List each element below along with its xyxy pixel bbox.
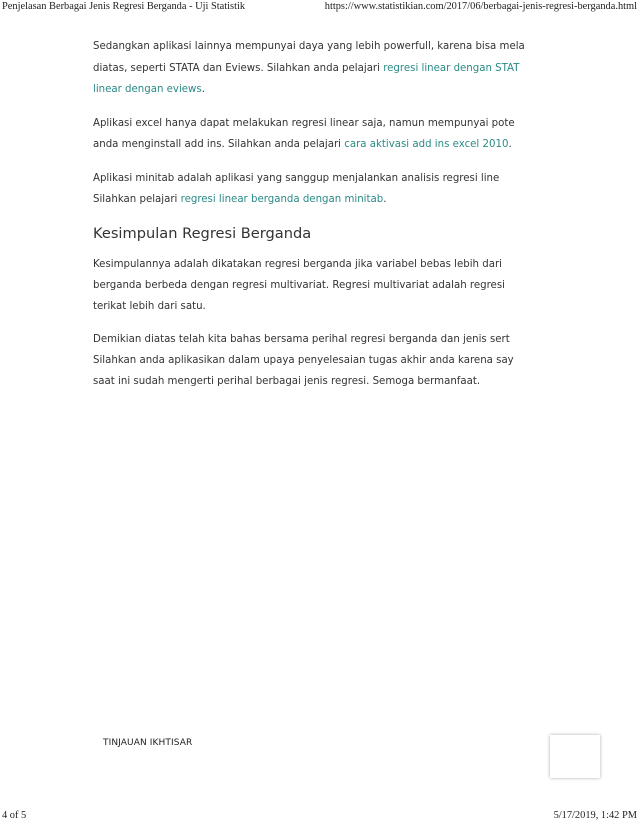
paragraph-text: Silahkan pelajari bbox=[93, 194, 181, 205]
paragraph-other-apps bbox=[93, 36, 547, 101]
print-header-title: Penjelasan Berbagai Jenis Regresi Berganda - Uji Statistik bbox=[2, 1, 246, 12]
paragraph-text: . bbox=[508, 139, 512, 150]
paragraph-line bbox=[93, 58, 547, 80]
paragraph-line: terikat lebih dari satu. bbox=[93, 301, 206, 312]
paragraph-line: Kesimpulannya adalah dikatakan regresi berganda jika variabel bebas lebih dari bbox=[93, 259, 502, 270]
conclusion-body bbox=[93, 254, 547, 392]
paragraph-line: Silahkan anda aplikasikan dalam upaya penyelesaian tugas akhir anda karena say bbox=[93, 355, 514, 366]
section-heading: Kesimpulan Regresi Berganda bbox=[93, 225, 312, 242]
paragraph-line: Demikian diatas telah kita bahas bersama perihal regresi berganda dan jenis sert bbox=[93, 334, 510, 345]
paragraph-line bbox=[93, 134, 547, 156]
print-footer-datetime: 5/17/2019, 1:42 PM bbox=[553, 810, 637, 821]
paragraph-line: Sedangkan aplikasi lainnya mempunyai daya yang lebih powerfull, karena bisa mela bbox=[93, 41, 525, 52]
paragraph-text: diatas, seperti STATA dan Eviews. Silahkan anda pelajari bbox=[93, 62, 384, 74]
paragraph-line: saat ini sudah mengerti perihal berbagai jenis regresi. Semoga bermanfaat. bbox=[93, 376, 481, 387]
link-add-ins-excel[interactable]: cara aktivasi add ins excel 2010 bbox=[344, 139, 509, 150]
paragraph-line: Aplikasi minitab adalah aplikasi yang sanggup menjalankan analisis regresi line bbox=[93, 172, 500, 184]
paragraph-line: berganda berbeda dengan regresi multivariat. Regresi multivariat adalah regresi bbox=[93, 280, 505, 291]
paragraph-closing bbox=[93, 329, 547, 392]
link-regresi-stata[interactable]: regresi linear dengan STAT bbox=[383, 62, 520, 74]
paragraph-line bbox=[93, 79, 547, 101]
print-footer-page: 4 of 5 bbox=[2, 810, 27, 821]
link-regresi-eviews[interactable]: linear dengan eviews bbox=[93, 84, 202, 95]
paragraph-text: . bbox=[201, 84, 205, 95]
section-heading-wrap bbox=[93, 225, 547, 242]
tinjauan-ikhtisar-link[interactable]: TINJAUAN IKHTISAR bbox=[103, 738, 193, 748]
paragraph-excel bbox=[93, 113, 547, 156]
paragraph-text: . bbox=[383, 194, 387, 205]
paragraph-line bbox=[93, 189, 547, 211]
paragraph-text: anda menginstall add ins. Silahkan anda pelajari bbox=[93, 139, 345, 150]
print-header-url: https://www.statistikian.com/2017/06/berbagai-jenis-regresi-berganda.html bbox=[324, 1, 637, 12]
paragraph-minitab bbox=[93, 168, 547, 211]
paragraph-conclusion bbox=[93, 254, 547, 317]
widget-box[interactable] bbox=[550, 735, 600, 778]
paragraph-line: Aplikasi excel hanya dapat melakukan regresi linear saja, namun mempunyai pote bbox=[93, 117, 515, 129]
article-body bbox=[93, 36, 547, 211]
link-regresi-minitab[interactable]: regresi linear berganda dengan minitab bbox=[180, 194, 384, 205]
